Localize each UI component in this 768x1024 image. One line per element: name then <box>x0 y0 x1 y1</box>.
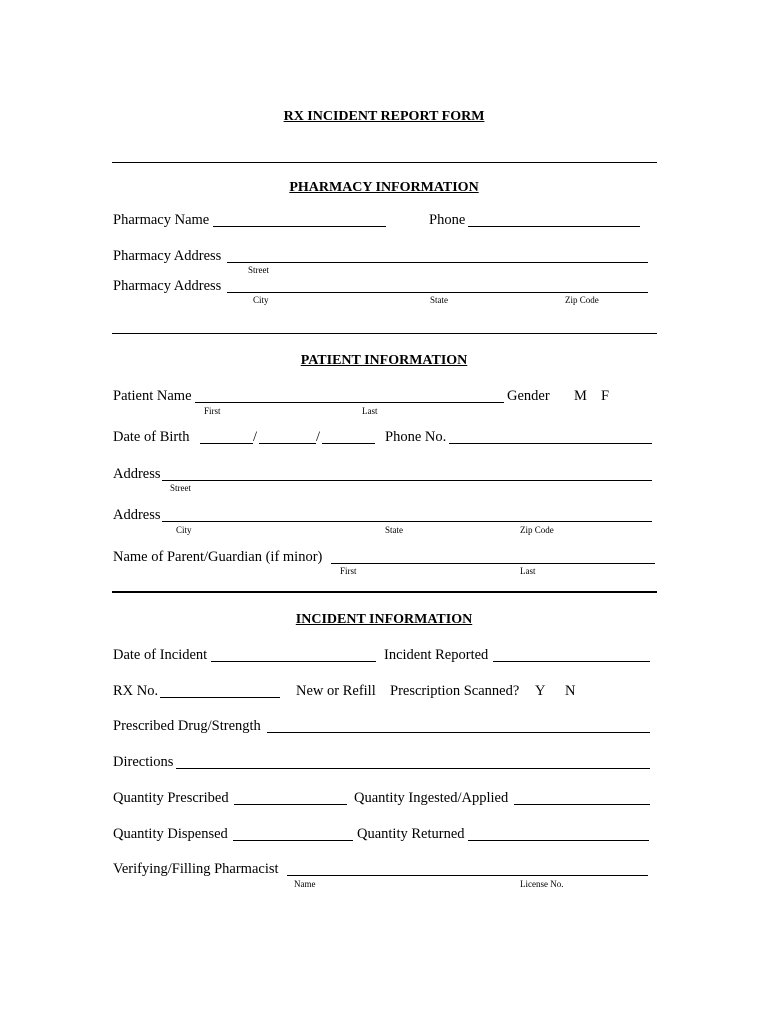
guardian-last-caption: Last <box>520 566 536 576</box>
pharmacy-address-label-2: Pharmacy Address <box>113 278 222 294</box>
patient-name-label: Patient Name <box>113 388 192 404</box>
patient-first-caption: First <box>204 406 221 416</box>
patient-phone-field[interactable] <box>449 443 652 444</box>
guardian-label: Name of Parent/Guardian (if minor) <box>113 549 323 565</box>
pharmacy-divider <box>112 333 657 334</box>
pharmacy-name-field[interactable] <box>213 226 386 227</box>
patient-gender-m[interactable]: M <box>574 388 587 404</box>
incident-date-label: Date of Incident <box>113 647 208 663</box>
patient-last-caption: Last <box>362 406 378 416</box>
new-or-refill-label[interactable]: New or Refill <box>296 683 376 699</box>
prescribed-drug-label: Prescribed Drug/Strength <box>113 718 261 734</box>
qty-returned-label: Quantity Returned <box>357 826 465 842</box>
patient-city-state-zip-field[interactable] <box>162 521 652 522</box>
patient-gender-f[interactable]: F <box>601 388 610 404</box>
guardian-name-field[interactable] <box>331 563 655 564</box>
pharmacy-street-field[interactable] <box>227 262 648 263</box>
pharmacy-city-state-zip-field[interactable] <box>227 292 648 293</box>
pharmacy-street-caption: Street <box>248 265 269 275</box>
pharmacy-state-caption: State <box>430 295 448 305</box>
pharmacy-address-label-1: Pharmacy Address <box>113 248 222 264</box>
patient-divider <box>112 591 657 593</box>
patient-zip-caption: Zip Code <box>520 525 554 535</box>
pharmacy-zip-caption: Zip Code <box>565 295 599 305</box>
pharmacist-field[interactable] <box>287 875 648 876</box>
qty-prescribed-label: Quantity Prescribed <box>113 790 229 806</box>
rx-number-label: RX No. <box>113 683 159 699</box>
patient-address-label-2: Address <box>113 507 161 523</box>
top-divider <box>112 162 657 163</box>
pharmacy-name-label: Pharmacy Name <box>113 212 210 228</box>
pharmacist-label: Verifying/Filling Pharmacist <box>113 861 279 877</box>
patient-street-field[interactable] <box>162 480 652 481</box>
patient-dob-year-field[interactable] <box>322 443 375 444</box>
patient-state-caption: State <box>385 525 403 535</box>
incident-heading: INCIDENT INFORMATION <box>295 612 473 627</box>
patient-dob-label: Date of Birth <box>113 429 190 445</box>
prescription-scanned-n[interactable]: N <box>565 683 576 699</box>
directions-label: Directions <box>113 754 174 770</box>
pharmacy-heading: PHARMACY INFORMATION <box>289 180 479 195</box>
form-title: RX INCIDENT REPORT FORM <box>283 109 485 124</box>
prescription-scanned-label: Prescription Scanned? <box>390 683 520 699</box>
qty-ingested-field[interactable] <box>514 804 650 805</box>
patient-address-label-1: Address <box>113 466 161 482</box>
directions-field[interactable] <box>176 768 650 769</box>
incident-date-field[interactable] <box>211 661 376 662</box>
patient-city-caption: City <box>176 525 192 535</box>
incident-reported-field[interactable] <box>493 661 650 662</box>
prescription-scanned-y[interactable]: Y <box>535 683 546 699</box>
patient-dob-sep-1: / <box>253 429 258 445</box>
pharmacy-phone-label: Phone <box>429 212 466 228</box>
patient-dob-sep-2: / <box>316 429 321 445</box>
pharmacist-license-caption: License No. <box>520 879 564 889</box>
pharmacist-name-caption: Name <box>294 879 316 889</box>
guardian-first-caption: First <box>340 566 357 576</box>
pharmacy-phone-field[interactable] <box>468 226 640 227</box>
qty-dispensed-label: Quantity Dispensed <box>113 826 228 842</box>
patient-name-field[interactable] <box>195 402 504 403</box>
qty-ingested-label: Quantity Ingested/Applied <box>354 790 509 806</box>
incident-reported-label: Incident Reported <box>384 647 489 663</box>
patient-gender-label: Gender <box>507 388 550 404</box>
qty-prescribed-field[interactable] <box>234 804 347 805</box>
patient-dob-day-field[interactable] <box>259 443 316 444</box>
prescribed-drug-field[interactable] <box>267 732 650 733</box>
qty-dispensed-field[interactable] <box>233 840 353 841</box>
qty-returned-field[interactable] <box>468 840 649 841</box>
patient-street-caption: Street <box>170 483 191 493</box>
patient-heading: PATIENT INFORMATION <box>300 353 468 368</box>
patient-dob-month-field[interactable] <box>200 443 253 444</box>
rx-number-field[interactable] <box>160 697 280 698</box>
pharmacy-city-caption: City <box>253 295 269 305</box>
patient-phone-label: Phone No. <box>385 429 447 445</box>
